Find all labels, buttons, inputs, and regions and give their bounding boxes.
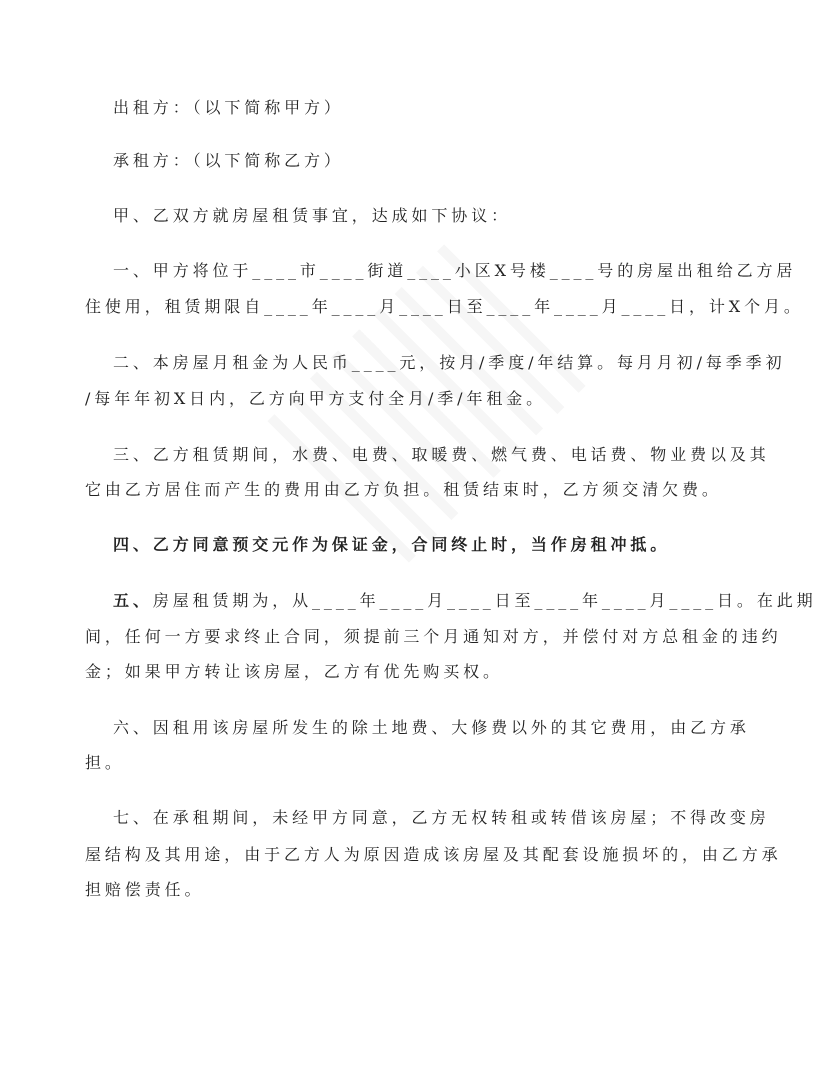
clause-3-line: 三、乙方租赁期间，水费、电费、取暖费、燃气费、电话费、物业费以及其 (113, 445, 770, 464)
clause-4-line: 四、乙方同意预交元作为保证金，合同终止时，当作房租冲抵。 (113, 535, 671, 554)
clause-3-line: 它由乙方居住而产生的费用由乙方负担。租赁结束时，乙方须交清欠费。 (85, 480, 722, 499)
clause-5-line (113, 591, 817, 611)
lessee-line: 承租方：（以下简称乙方） (113, 151, 344, 170)
clause-7-line: 屋结构及其用途，由于乙方人为原因造成该房屋及其配套设施损坏的，由乙方承 (85, 845, 782, 864)
clause-5-line: 金；如果甲方转让该房屋，乙方有优先购买权。 (85, 662, 503, 681)
clause-6-line: 六、因租用该房屋所发生的除土地费、大修费以外的其它费用，由乙方承 (113, 718, 750, 737)
clause-2-line: /每年年初X日内，乙方向甲方支付全月/季/年租金。 (85, 389, 547, 408)
clause-5-text: 房屋租赁期为，从____年____月____日至____年____月____日。在此期 (152, 591, 817, 610)
clause-7-line: 七、在承租期间，未经甲方同意，乙方无权转租或转借该房屋；不得改变房 (113, 808, 770, 827)
intro-line: 甲、乙双方就房屋租赁事宜，达成如下协议： (113, 206, 512, 225)
clause-1-line: 住使用，租赁期限自____年____月____日至____年____月____日，计X个月。 (85, 297, 804, 316)
lessor-line: 出租方：（以下简称甲方） (113, 98, 344, 117)
clause-5-number: 五、 (113, 591, 153, 610)
clause-5-line: 间，任何一方要求终止合同，须提前三个月通知对方，并偿付对方总租金的违约 (85, 627, 782, 646)
clause-6-line: 担。 (85, 753, 125, 772)
clause-1-line: 一、甲方将位于____市____街道____小区X号楼____号的房屋出租给乙方居 (113, 261, 797, 280)
clause-7-line: 担赔偿责任。 (85, 880, 205, 899)
clause-2-line: 二、本房屋月租金为人民币____元，按月/季度/年结算。每月月初/每季季初 (113, 353, 786, 372)
